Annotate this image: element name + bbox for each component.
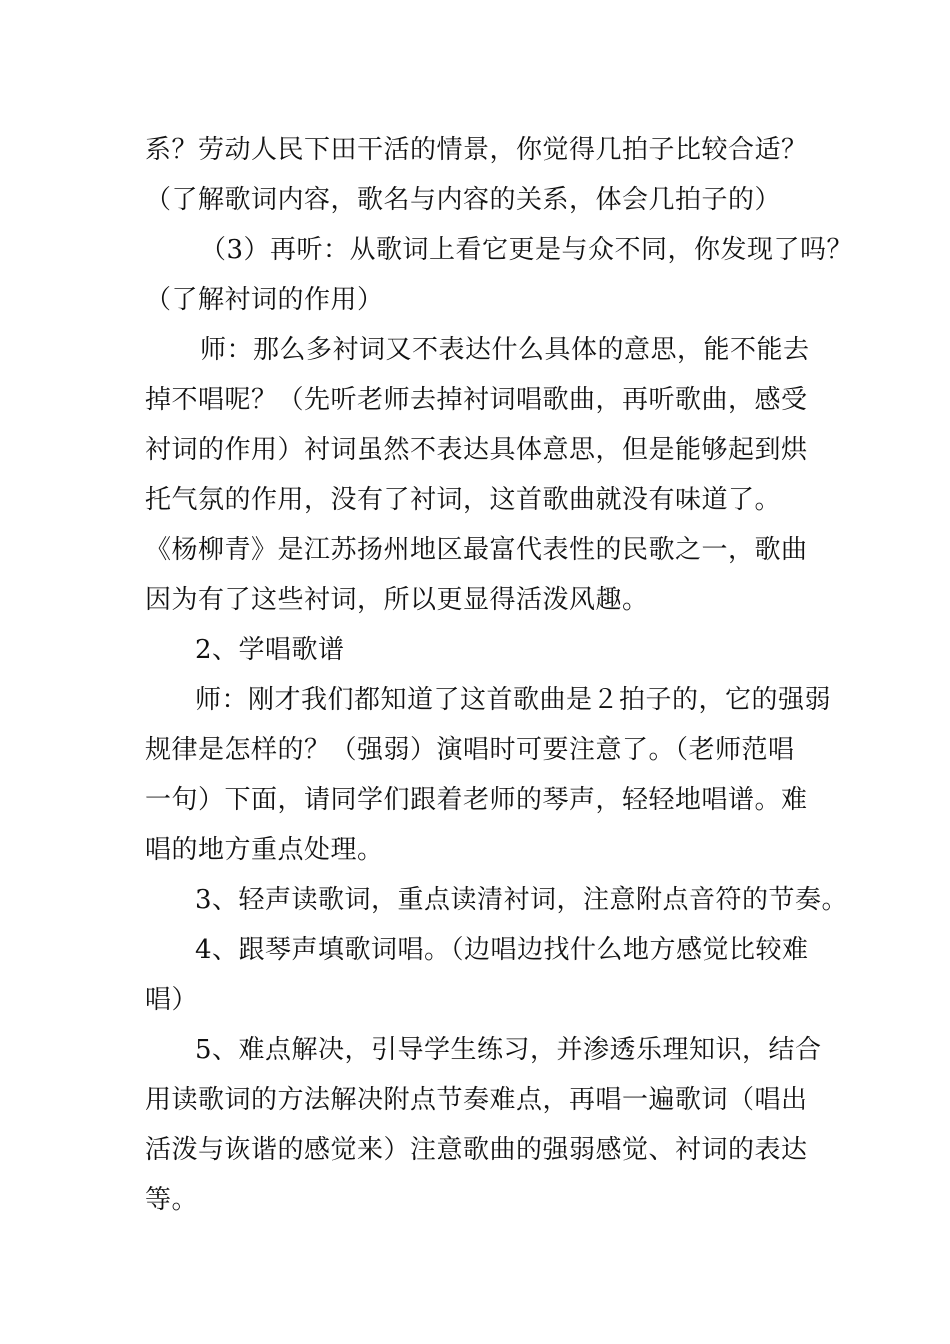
text-line: 用读歌词的方法解决附点节奏难点，再唱一遍歌词（唱出 [145, 1085, 808, 1115]
text-line: 师：那么多衬词又不表达什么具体的意思，能不能去 [200, 335, 810, 365]
text-line: 活泼与诙谐的感觉来）注意歌曲的强弱感觉、衬词的表达 [145, 1135, 808, 1165]
text-line: 衬词的作用）衬词虽然不表达具体意思，但是能够起到烘 [145, 435, 808, 465]
text-line: 系？劳动人民下田干活的情景，你觉得几拍子比较合适？ [145, 135, 808, 165]
text-line: 一句）下面，请同学们跟着老师的琴声，轻轻地唱谱。难 [145, 785, 808, 815]
text-line: 因为有了这些衬词，所以更显得活泼风趣。 [145, 585, 649, 615]
text-line: 掉不唱呢？（先听老师去掉衬词唱歌曲，再听歌曲，感受 [145, 385, 808, 415]
text-line: 规律是怎样的？（强弱）演唱时可要注意了。（老师范唱 [145, 735, 795, 765]
text-line: 《杨柳青》是江苏扬州地区最富代表性的民歌之一，歌曲 [145, 535, 808, 565]
text-line: （3）再听：从歌词上看它更是与众不同，你发现了吗？ [200, 235, 854, 265]
text-line: 唱的地方重点处理。 [145, 835, 384, 865]
text-line: 5、难点解决，引导学生练习，并渗透乐理知识，结合 [195, 1035, 822, 1065]
text-line: 托气氛的作用，没有了衬词，这首歌曲就没有味道了。 [145, 485, 782, 515]
text-line: 3、轻声读歌词，重点读清衬词，注意附点音符的节奏。 [195, 885, 849, 915]
text-line: （了解歌词内容，歌名与内容的关系，体会几拍子的） [145, 185, 782, 215]
section-heading: 2、学唱歌谱 [195, 635, 345, 665]
text-line: 4、跟琴声填歌词唱。（边唱边找什么地方感觉比较难 [195, 935, 809, 965]
text-line: 师：刚才我们都知道了这首歌曲是２拍子的，它的强弱 [195, 685, 832, 715]
text-line: （了解衬词的作用） [145, 285, 384, 315]
text-line: 等。 [145, 1185, 199, 1215]
text-line: 唱） [145, 985, 199, 1015]
